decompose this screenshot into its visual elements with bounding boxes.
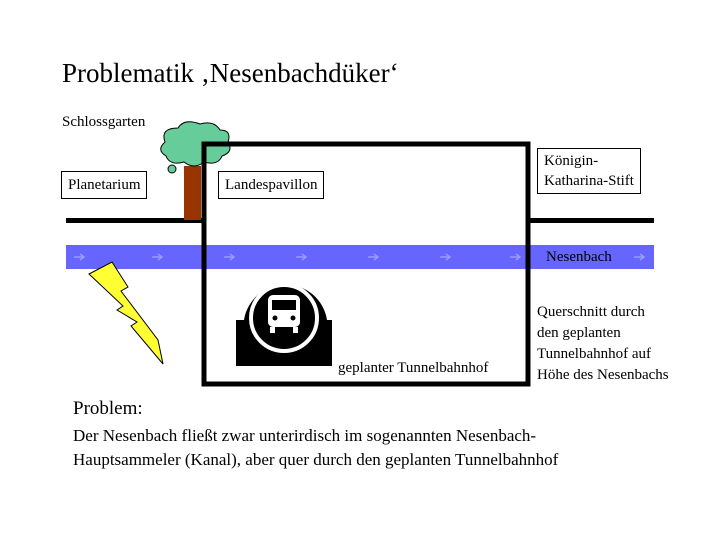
schlossgarten-label: Schlossgarten	[62, 114, 146, 130]
problem-line: Hauptsammeler (Kanal), aber quer durch den geplanten Tunnelbahnhof	[73, 450, 559, 469]
problem-line: Der Nesenbach fließt zwar unterirdisch im sogenannten Nesenbach-	[73, 426, 537, 445]
landespavillon-box: Landespavillon	[218, 171, 324, 199]
koenigin-line-1: Königin-	[544, 153, 599, 169]
planetarium-box: Planetarium	[61, 171, 147, 199]
ground-line-right	[528, 218, 654, 223]
problem-text	[73, 424, 558, 472]
cross-note-line: Tunnelbahnhof auf	[537, 346, 652, 362]
ground-line-left	[66, 218, 204, 223]
page-title: Problematik ‚Nesenbachdüker‘	[62, 58, 399, 88]
cross-note-line: Querschnitt durch	[537, 304, 645, 320]
lightning-icon	[89, 262, 163, 364]
cross-section-note	[537, 302, 669, 386]
cross-note-line: Höhe des Nesenbachs	[537, 367, 669, 383]
cross-note-line: den geplanten	[537, 325, 621, 341]
tunnelbahnhof-label: geplanter Tunnelbahnhof	[338, 360, 489, 376]
nesenbach-label: Nesenbach	[546, 249, 612, 265]
koenigin-line-2: Katharina-Stift	[544, 173, 634, 189]
problem-heading: Problem:	[73, 398, 143, 419]
train-tunnel-icon	[236, 284, 332, 366]
koenigin-katharina-stift-box	[537, 148, 641, 194]
